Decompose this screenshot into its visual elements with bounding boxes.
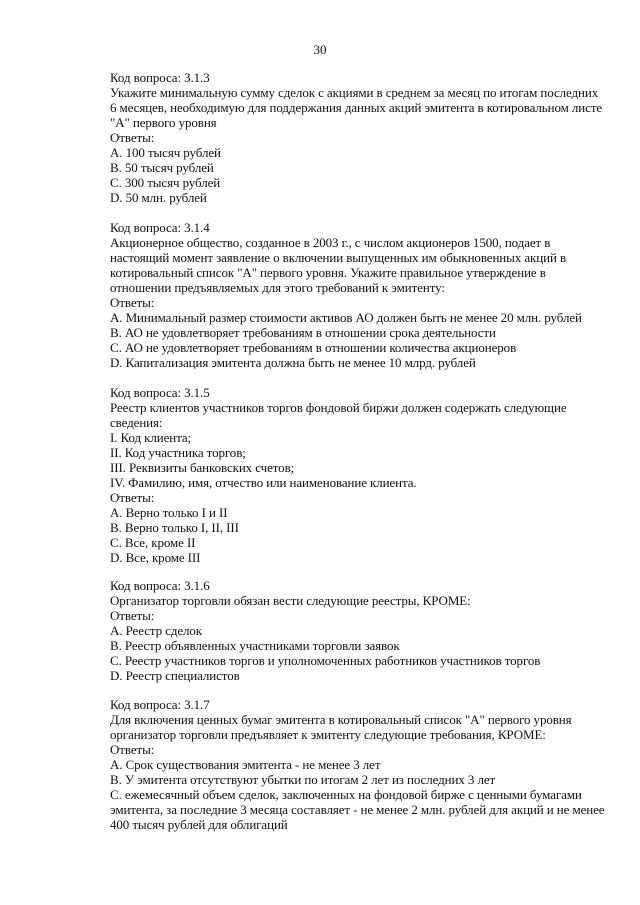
answers-label: Ответы: — [110, 742, 155, 757]
answer-option: A. Реестр сделок — [110, 623, 203, 638]
answer-option: C. ежемесячный объем сделок, заключенных на фондовой бирже с ценными бумагами — [110, 787, 582, 802]
answer-option: A. Минимальный размер стоимости активов АО должен быть не менее 20 млн. рублей — [110, 310, 582, 325]
answer-option: B. У эмитента отсутствуют убытки по итогам 2 лет из последних 3 лет — [110, 772, 496, 787]
question-text-line: 6 месяцев, необходимую для поддержания данных акций эмитента в котировальном листе — [110, 100, 603, 115]
question-block-3-1-6 — [110, 578, 580, 683]
answer-option: A. Срок существования эмитента - не менее 3 лет — [110, 757, 381, 772]
question-text-line: организатор торговли предъявляет к эмитенту следующие требования, КРОМЕ: — [110, 727, 546, 742]
answers-label: Ответы: — [110, 608, 155, 623]
answer-option: C. 300 тысяч рублей — [110, 175, 221, 190]
question-text-line: I. Код клиента; — [110, 430, 192, 445]
question-text-line: настоящий момент заявление о включении выпущенных им обыкновенных акций в — [110, 250, 566, 265]
question-block-3-1-5 — [110, 385, 580, 565]
question-text-line: Организатор торговли обязан вести следующие реестры, КРОМЕ: — [110, 593, 471, 608]
question-code: Код вопроса: 3.1.3 — [110, 70, 210, 85]
answer-option: B. АО не удовлетворяет требованиям в отношении срока деятельности — [110, 325, 496, 340]
question-text-line: III. Реквизиты банковских счетов; — [110, 460, 295, 475]
answer-option: B. Реестр объявленных участниками торговли заявок — [110, 638, 400, 653]
question-text-line: Акционерное общество, созданное в 2003 г., с числом акционеров 1500, подает в — [110, 235, 551, 250]
question-text-line: Для включения ценных бумаг эмитента в котировальный список "А" первого уровня — [110, 712, 572, 727]
answer-option-continuation: эмитента, за последние 3 месяца составляет - не менее 2 млн. рублей для акций и не менее — [110, 802, 605, 817]
answer-option: D. Реестр специалистов — [110, 668, 240, 683]
question-text-line: IV. Фамилию, имя, отчество или наименование клиента. — [110, 475, 417, 490]
answer-option: D. Капитализация эмитента должна быть не менее 10 млрд. рублей — [110, 355, 476, 370]
question-text-line: Укажите минимальную сумму сделок с акциями в среднем за месяц по итогам последних — [110, 85, 599, 100]
question-text-line: II. Код участника торгов; — [110, 445, 246, 460]
question-code: Код вопроса: 3.1.6 — [110, 578, 210, 593]
answer-option: D. 50 млн. рублей — [110, 190, 207, 205]
answer-option: C. АО не удовлетворяет требованиям в отношении количества акционеров — [110, 340, 517, 355]
question-text-line: "А" первого уровня — [110, 115, 217, 130]
page-number: 30 — [313, 42, 327, 57]
answer-option: C. Все, кроме II — [110, 535, 196, 550]
answer-option: A. Верно только I и II — [110, 505, 228, 520]
question-block-3-1-7 — [110, 697, 605, 832]
answers-label: Ответы: — [110, 295, 155, 310]
question-block-3-1-3 — [110, 70, 603, 205]
answers-label: Ответы: — [110, 490, 155, 505]
question-text-line: котировальный список "А" первого уровня. Укажите правильное утверждение в — [110, 265, 546, 280]
question-code: Код вопроса: 3.1.4 — [110, 220, 210, 235]
answer-option: C. Реестр участников торгов и уполномоченных работников участников торгов — [110, 653, 541, 668]
question-code: Код вопроса: 3.1.5 — [110, 385, 210, 400]
question-code: Код вопроса: 3.1.7 — [110, 697, 210, 712]
question-block-3-1-4 — [110, 220, 580, 370]
answer-option: B. 50 тысяч рублей — [110, 160, 214, 175]
answer-option-continuation: 400 тысяч рублей для облигаций — [110, 817, 288, 832]
answer-option: B. Верно только I, II, III — [110, 520, 239, 535]
answers-label: Ответы: — [110, 130, 155, 145]
question-text-line: Реестр клиентов участников торгов фондовой биржи должен содержать следующие — [110, 400, 567, 415]
question-text-line: сведения: — [110, 415, 163, 430]
answer-option: D. Все, кроме III — [110, 550, 201, 565]
answer-option: A. 100 тысяч рублей — [110, 145, 221, 160]
question-text-line: отношении предъявляемых для этого требований к эмитенту: — [110, 280, 445, 295]
